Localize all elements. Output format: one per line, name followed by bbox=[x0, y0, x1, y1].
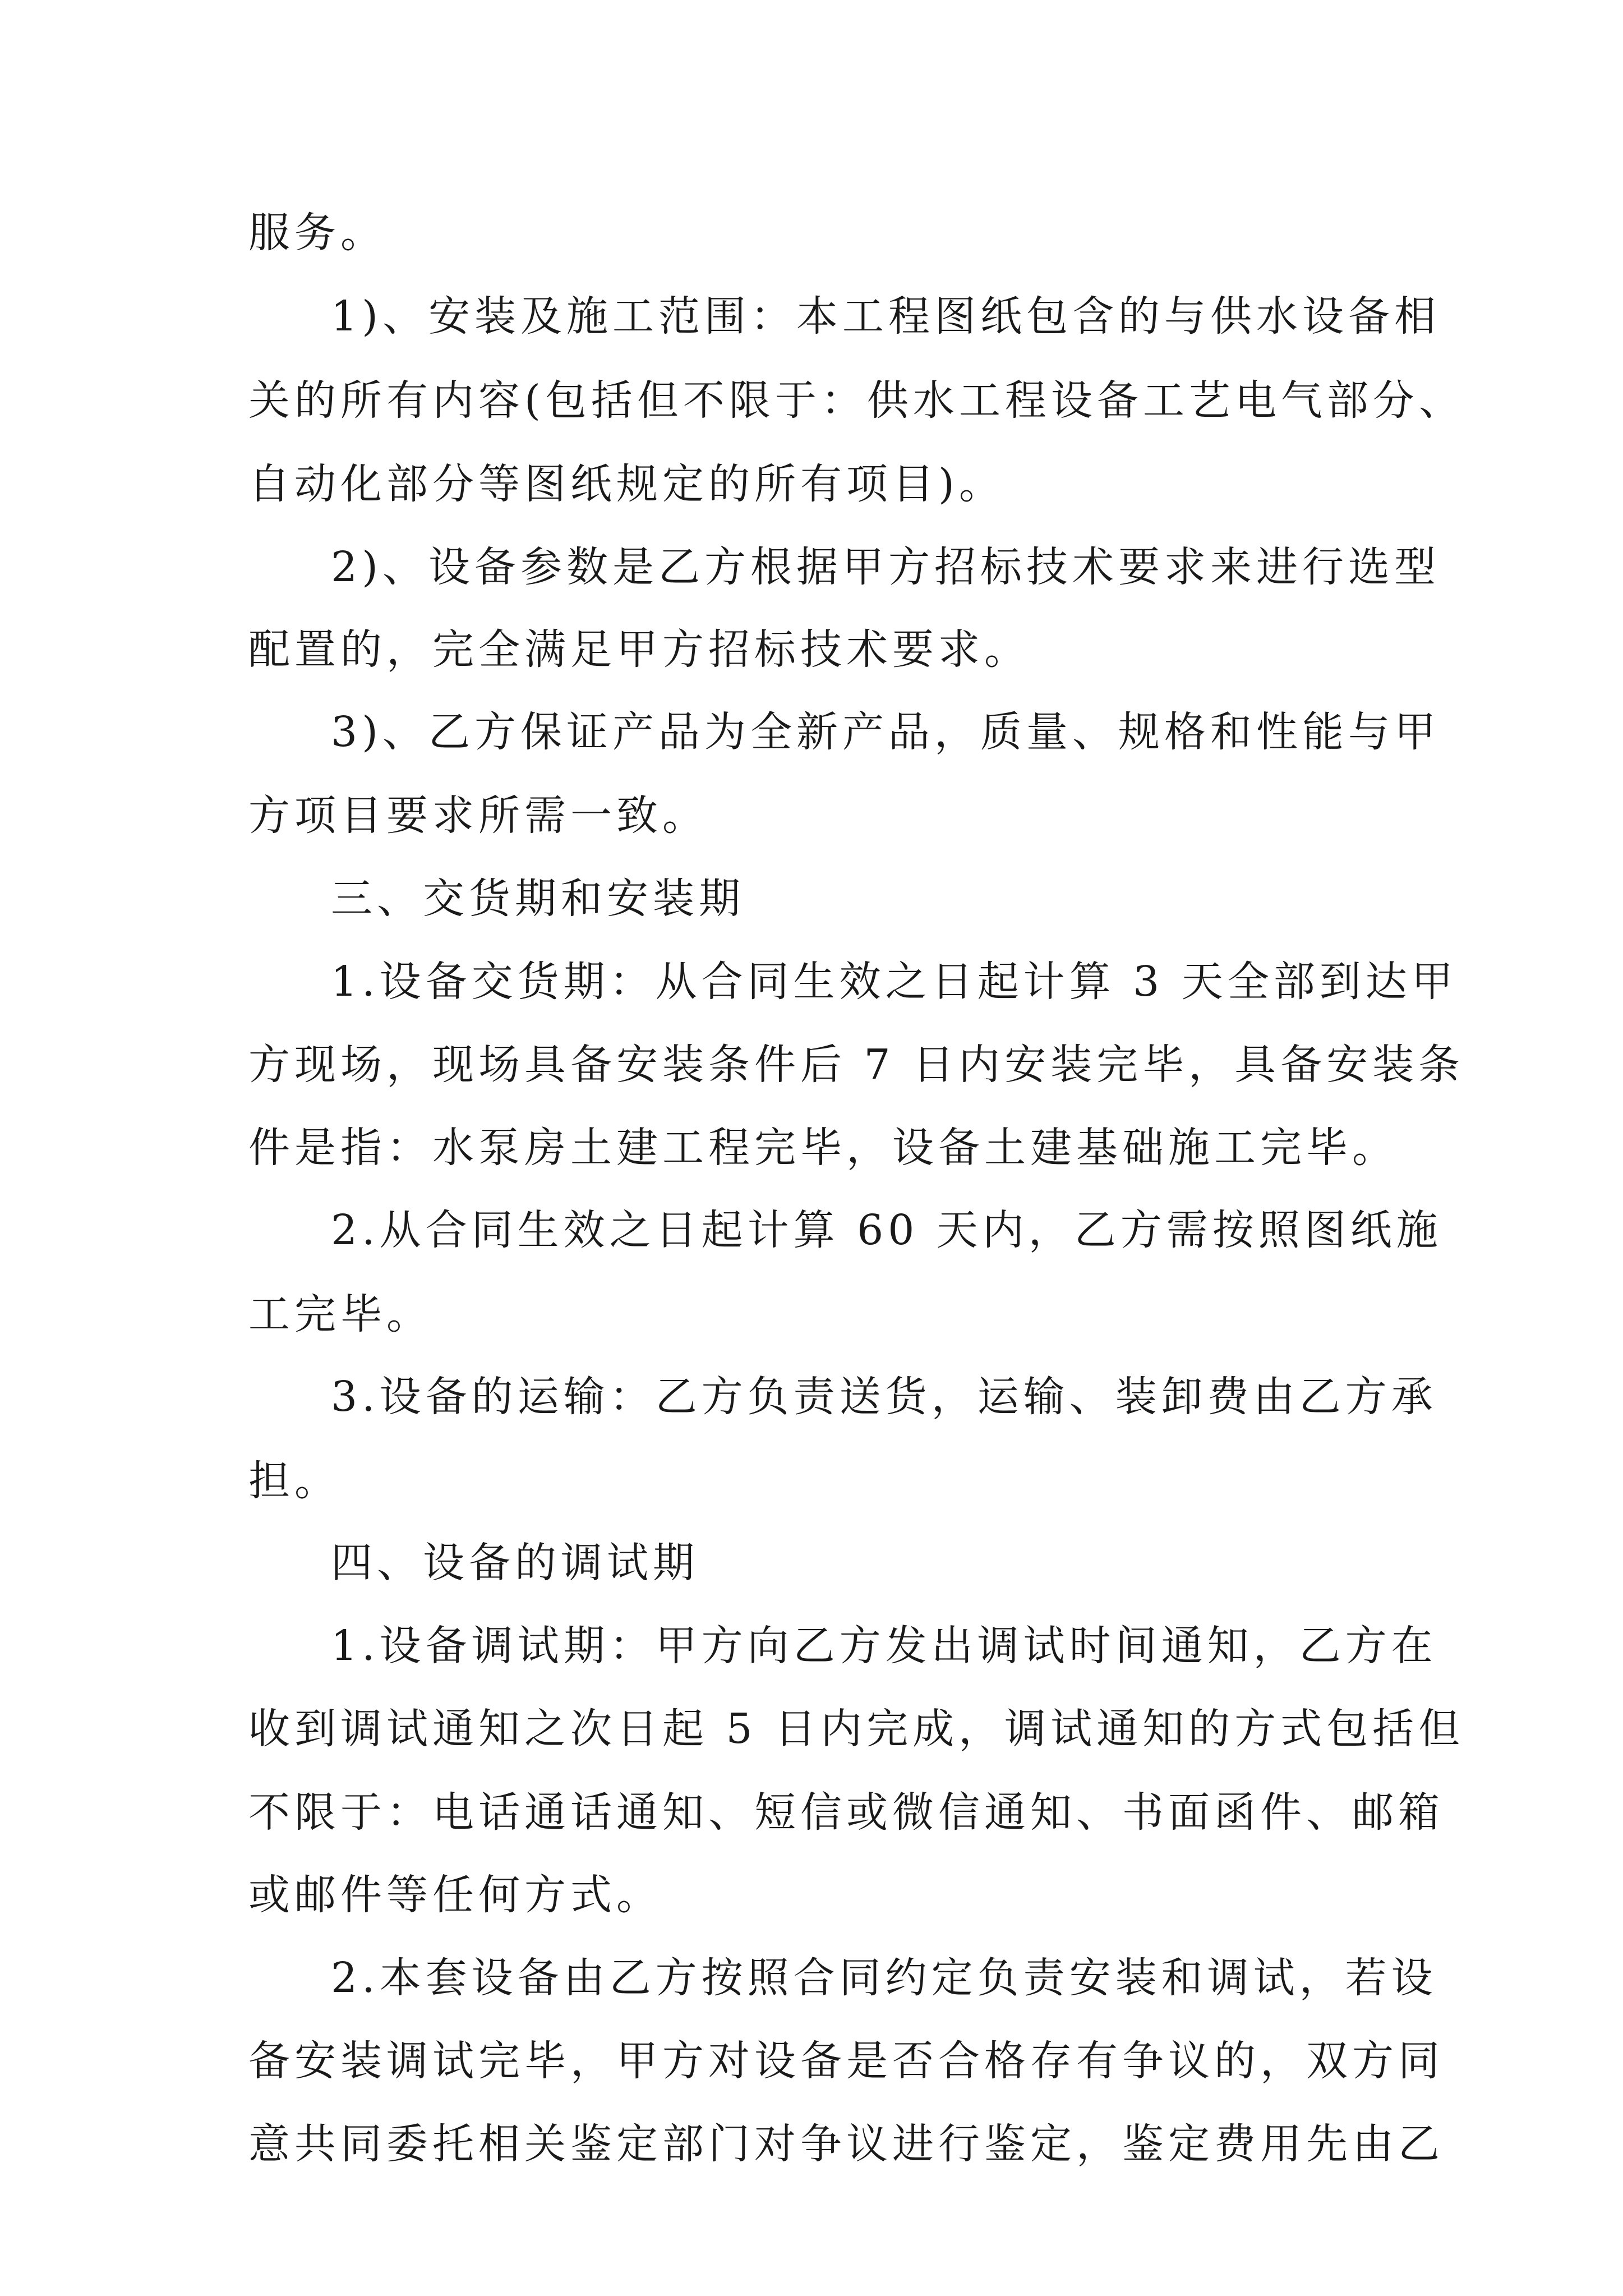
section-heading: 三、交货期和安装期 bbox=[331, 875, 745, 923]
text-line: 3.设备的运输：乙方负责送货，运输、装卸费由乙方承 bbox=[331, 1373, 1437, 1421]
section-heading: 四、设备的调试期 bbox=[331, 1539, 699, 1587]
text-line: 担。 bbox=[248, 1457, 340, 1505]
text-line: 意共同委托相关鉴定部门对争议进行鉴定，鉴定费用先由乙 bbox=[248, 2120, 1444, 2168]
text-line: 2.本套设备由乙方按照合同约定负责安装和调试，若设 bbox=[331, 1954, 1437, 2002]
text-line: 1.设备交货期：从合同生效之日起计算 3 天全部到达甲 bbox=[331, 958, 1458, 1006]
text-line: 1.设备调试期：甲方向乙方发出调试时间通知，乙方在 bbox=[331, 1622, 1437, 1670]
text-line: 配置的，完全满足甲方招标技术要求。 bbox=[248, 625, 1030, 674]
text-line: 收到调试通知之次日起 5 日内完成，调试通知的方式包括但 bbox=[248, 1705, 1465, 1753]
text-line: 自动化部分等图纸规定的所有项目)。 bbox=[248, 460, 1005, 508]
text-line: 不限于：电话通话通知、短信或微信通知、书面函件、邮箱 bbox=[248, 1788, 1444, 1837]
text-line: 关的所有内容(包括但不限于：供水工程设备工艺电气部分、 bbox=[248, 376, 1465, 425]
text-line: 备安装调试完毕，甲方对设备是否合格存有争议的，双方同 bbox=[248, 2037, 1444, 2085]
text-line: 或邮件等任何方式。 bbox=[248, 1871, 662, 1919]
text-line: 件是指：水泵房土建工程完毕，设备土建基础施工完毕。 bbox=[248, 1124, 1398, 1172]
text-line: 方项目要求所需一致。 bbox=[248, 792, 708, 840]
text-line: 方现场，现场具备安装条件后 7 日内安装完毕，具备安装条 bbox=[248, 1041, 1465, 1089]
text-line: 1)、安装及施工范围：本工程图纸包含的与供水设备相 bbox=[331, 292, 1440, 341]
text-line: 2)、设备参数是乙方根据甲方招标技术要求来进行选型 bbox=[331, 543, 1440, 591]
text-line: 工完毕。 bbox=[248, 1290, 432, 1338]
text-line: 2.从合同生效之日起计算 60 天内，乙方需按照图纸施 bbox=[331, 1206, 1442, 1254]
text-line: 服务。 bbox=[248, 209, 386, 257]
text-line: 3)、乙方保证产品为全新产品，质量、规格和性能与甲 bbox=[331, 708, 1440, 756]
